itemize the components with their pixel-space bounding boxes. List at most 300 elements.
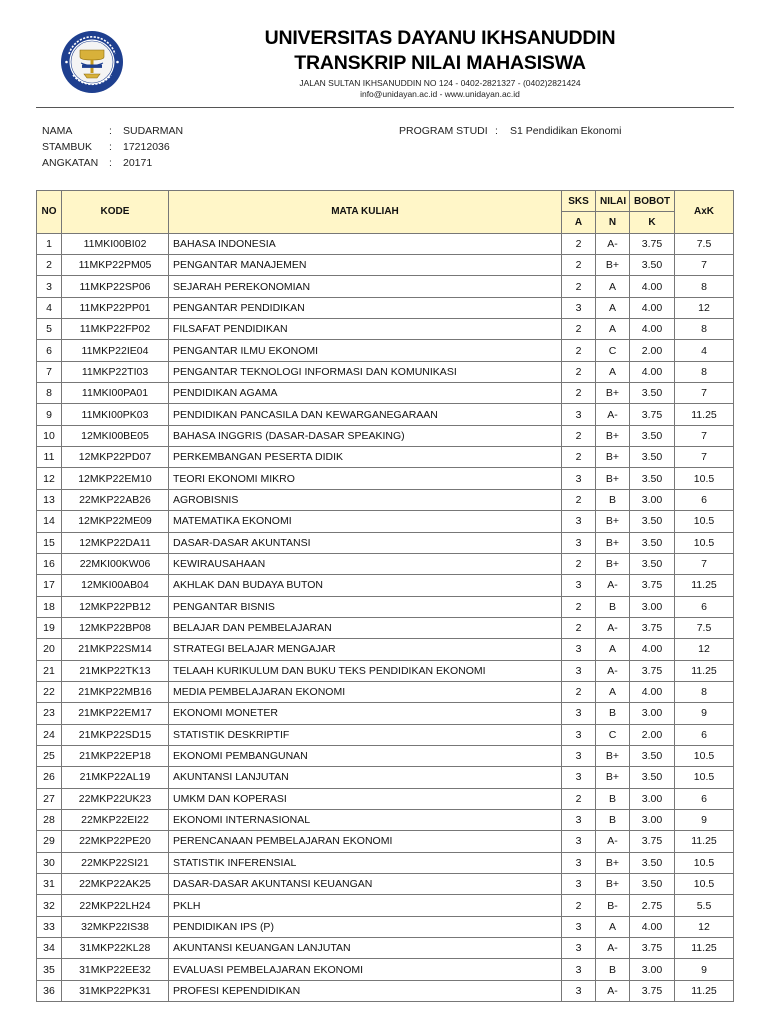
- table-row: [37, 852, 734, 873]
- cell-mata-kuliah: PENGANTAR TEKNOLOGI INFORMASI DAN KOMUNIKASI: [169, 361, 562, 382]
- cell-nilai: B+: [596, 383, 630, 404]
- stambuk-label: STAMBUK: [42, 141, 92, 153]
- cell-sks: 2: [562, 617, 596, 638]
- cell-sks: 2: [562, 383, 596, 404]
- cell-nilai: A-: [596, 404, 630, 425]
- cell-mata-kuliah: PENGANTAR BISNIS: [169, 596, 562, 617]
- cell-nilai: B+: [596, 852, 630, 873]
- cell-axk: 12: [675, 916, 734, 937]
- cell-bobot: 4.00: [630, 276, 675, 297]
- cell-axk: 10.5: [675, 852, 734, 873]
- table-row: [37, 468, 734, 489]
- cell-no: 5: [37, 319, 62, 340]
- table-row: [37, 724, 734, 745]
- cell-kode: 12MKP22BP08: [62, 617, 169, 638]
- cell-mata-kuliah: AKUNTANSI LANJUTAN: [169, 767, 562, 788]
- cell-nilai: B+: [596, 255, 630, 276]
- angkatan-label: ANGKATAN: [42, 157, 99, 169]
- cell-axk: 11.25: [675, 404, 734, 425]
- cell-sks: 2: [562, 319, 596, 340]
- cell-bobot: 3.00: [630, 596, 675, 617]
- table-row: [37, 639, 734, 660]
- table-row: [37, 319, 734, 340]
- cell-sks: 3: [562, 852, 596, 873]
- cell-axk: 10.5: [675, 767, 734, 788]
- cell-nilai: A: [596, 916, 630, 937]
- cell-bobot: 3.75: [630, 233, 675, 254]
- cell-no: 30: [37, 852, 62, 873]
- cell-nilai: A: [596, 681, 630, 702]
- cell-no: 3: [37, 276, 62, 297]
- cell-nilai: B: [596, 703, 630, 724]
- header-sks: SKS: [562, 191, 596, 212]
- cell-bobot: 3.00: [630, 703, 675, 724]
- header-axk: AxK: [675, 191, 734, 234]
- cell-nilai: B: [596, 959, 630, 980]
- cell-kode: 11MKP22SP06: [62, 276, 169, 297]
- table-row: [37, 596, 734, 617]
- cell-sks: 3: [562, 745, 596, 766]
- cell-kode: 22MKI00KW06: [62, 553, 169, 574]
- document-title: TRANSKRIP NILAI MAHASISWA: [294, 52, 586, 74]
- cell-sks: 3: [562, 874, 596, 895]
- cell-no: 25: [37, 745, 62, 766]
- table-row: [37, 916, 734, 937]
- cell-kode: 21MKP22EM17: [62, 703, 169, 724]
- cell-nilai: B+: [596, 532, 630, 553]
- table-row: [37, 895, 734, 916]
- cell-bobot: 3.50: [630, 852, 675, 873]
- cell-no: 6: [37, 340, 62, 361]
- cell-kode: 21MKP22TK13: [62, 660, 169, 681]
- cell-kode: 12MKI00BE05: [62, 425, 169, 446]
- cell-nilai: A-: [596, 575, 630, 596]
- cell-bobot: 3.00: [630, 788, 675, 809]
- cell-no: 21: [37, 660, 62, 681]
- cell-sks: 3: [562, 297, 596, 318]
- table-row: [37, 489, 734, 510]
- cell-sks: 2: [562, 276, 596, 297]
- cell-axk: 11.25: [675, 938, 734, 959]
- student-stambuk-row: [42, 141, 362, 155]
- table-row: [37, 511, 734, 532]
- cell-no: 13: [37, 489, 62, 510]
- cell-nilai: B: [596, 489, 630, 510]
- cell-bobot: 4.00: [630, 681, 675, 702]
- cell-no: 20: [37, 639, 62, 660]
- cell-mata-kuliah: EKONOMI PEMBANGUNAN: [169, 745, 562, 766]
- cell-mata-kuliah: TELAAH KURIKULUM DAN BUKU TEKS PENDIDIKAN EKONOMI: [169, 660, 562, 681]
- cell-nilai: B: [596, 788, 630, 809]
- cell-bobot: 3.75: [630, 404, 675, 425]
- cell-bobot: 2.75: [630, 895, 675, 916]
- cell-bobot: 3.50: [630, 553, 675, 574]
- cell-bobot: 3.75: [630, 831, 675, 852]
- cell-mata-kuliah: PENGANTAR ILMU EKONOMI: [169, 340, 562, 361]
- cell-nilai: A-: [596, 831, 630, 852]
- cell-axk: 11.25: [675, 831, 734, 852]
- cell-axk: 7: [675, 383, 734, 404]
- cell-nilai: B+: [596, 553, 630, 574]
- cell-no: 14: [37, 511, 62, 532]
- table-row: [37, 938, 734, 959]
- cell-axk: 6: [675, 788, 734, 809]
- cell-axk: 9: [675, 703, 734, 724]
- cell-mata-kuliah: KEWIRAUSAHAAN: [169, 553, 562, 574]
- student-name: SUDARMAN: [123, 125, 184, 137]
- cell-bobot: 3.75: [630, 980, 675, 1001]
- cell-nilai: C: [596, 340, 630, 361]
- cell-bobot: 3.50: [630, 447, 675, 468]
- cell-bobot: 3.50: [630, 511, 675, 532]
- table-row: [37, 233, 734, 254]
- cell-axk: 10.5: [675, 745, 734, 766]
- cell-nilai: B+: [596, 447, 630, 468]
- cell-kode: 12MKP22ME09: [62, 511, 169, 532]
- cell-axk: 8: [675, 276, 734, 297]
- colon: :: [109, 141, 112, 153]
- table-row: [37, 617, 734, 638]
- cell-nilai: A: [596, 639, 630, 660]
- cell-mata-kuliah: PENGANTAR PENDIDIKAN: [169, 297, 562, 318]
- table-row: [37, 383, 734, 404]
- cell-bobot: 4.00: [630, 297, 675, 318]
- cell-axk: 11.25: [675, 575, 734, 596]
- cell-axk: 7: [675, 425, 734, 446]
- cell-bobot: 3.50: [630, 255, 675, 276]
- cell-kode: 12MKP22PD07: [62, 447, 169, 468]
- cell-axk: 5.5: [675, 895, 734, 916]
- cell-kode: 11MKP22FP02: [62, 319, 169, 340]
- cell-sks: 3: [562, 831, 596, 852]
- cell-sks: 3: [562, 959, 596, 980]
- table-row: [37, 361, 734, 382]
- cell-nilai: B+: [596, 767, 630, 788]
- header-kode: KODE: [62, 191, 169, 234]
- cell-kode: 11MKP22PP01: [62, 297, 169, 318]
- cell-mata-kuliah: PERENCANAAN PEMBELAJARAN EKONOMI: [169, 831, 562, 852]
- cell-axk: 8: [675, 319, 734, 340]
- cell-sks: 3: [562, 511, 596, 532]
- cell-kode: 31MKP22PK31: [62, 980, 169, 1001]
- cell-mata-kuliah: EKONOMI MONETER: [169, 703, 562, 724]
- cell-sks: 2: [562, 681, 596, 702]
- cell-no: 18: [37, 596, 62, 617]
- cell-kode: 12MKP22DA11: [62, 532, 169, 553]
- cell-no: 22: [37, 681, 62, 702]
- table-row: [37, 276, 734, 297]
- table-row: [37, 255, 734, 276]
- cell-no: 32: [37, 895, 62, 916]
- table-row: [37, 809, 734, 830]
- cell-no: 23: [37, 703, 62, 724]
- cell-nilai: B: [596, 596, 630, 617]
- table-row: [37, 767, 734, 788]
- table-row: [37, 874, 734, 895]
- name-label: NAMA: [42, 125, 73, 137]
- cell-nilai: B+: [596, 511, 630, 532]
- cell-no: 10: [37, 425, 62, 446]
- cell-bobot: 3.00: [630, 489, 675, 510]
- cell-sks: 3: [562, 468, 596, 489]
- cell-sks: 3: [562, 404, 596, 425]
- cell-kode: 22MKP22SI21: [62, 852, 169, 873]
- cell-no: 1: [37, 233, 62, 254]
- cell-bobot: 3.50: [630, 767, 675, 788]
- cell-sks: 3: [562, 980, 596, 1001]
- cell-sks: 3: [562, 916, 596, 937]
- cell-sks: 2: [562, 489, 596, 510]
- cell-kode: 21MKP22EP18: [62, 745, 169, 766]
- cell-sks: 2: [562, 895, 596, 916]
- table-row: [37, 745, 734, 766]
- cell-mata-kuliah: BELAJAR DAN PEMBELAJARAN: [169, 617, 562, 638]
- student-prodi-row: [399, 125, 729, 139]
- cell-bobot: 3.75: [630, 938, 675, 959]
- cell-sks: 3: [562, 938, 596, 959]
- cell-bobot: 2.00: [630, 340, 675, 361]
- cell-axk: 7: [675, 447, 734, 468]
- table-row: [37, 575, 734, 596]
- cell-sks: 2: [562, 361, 596, 382]
- document-header: [0, 0, 768, 108]
- cell-bobot: 3.50: [630, 745, 675, 766]
- cell-bobot: 3.50: [630, 874, 675, 895]
- cell-mata-kuliah: AGROBISNIS: [169, 489, 562, 510]
- cell-axk: 10.5: [675, 468, 734, 489]
- header-nilai: NILAI: [596, 191, 630, 212]
- header-bobot: BOBOT: [630, 191, 675, 212]
- student-name-row: [42, 125, 362, 139]
- cell-mata-kuliah: BAHASA INDONESIA: [169, 233, 562, 254]
- cell-no: 15: [37, 532, 62, 553]
- cell-mata-kuliah: TEORI EKONOMI MIKRO: [169, 468, 562, 489]
- cell-nilai: B: [596, 809, 630, 830]
- cell-nilai: A-: [596, 233, 630, 254]
- cell-axk: 8: [675, 361, 734, 382]
- cell-nilai: A: [596, 297, 630, 318]
- cell-kode: 31MKP22EE32: [62, 959, 169, 980]
- cell-axk: 11.25: [675, 660, 734, 681]
- cell-bobot: 3.50: [630, 425, 675, 446]
- student-angkatan-row: [42, 157, 362, 171]
- cell-nilai: A-: [596, 938, 630, 959]
- cell-no: 12: [37, 468, 62, 489]
- cell-mata-kuliah: EKONOMI INTERNASIONAL: [169, 809, 562, 830]
- cell-nilai: B+: [596, 745, 630, 766]
- cell-mata-kuliah: PENGANTAR MANAJEMEN: [169, 255, 562, 276]
- table-body: [37, 233, 734, 1001]
- cell-kode: 12MKP22EM10: [62, 468, 169, 489]
- cell-sks: 3: [562, 703, 596, 724]
- student-prodi: S1 Pendidikan Ekonomi: [510, 125, 622, 137]
- cell-no: 29: [37, 831, 62, 852]
- cell-no: 27: [37, 788, 62, 809]
- cell-no: 19: [37, 617, 62, 638]
- cell-nilai: B+: [596, 874, 630, 895]
- cell-axk: 12: [675, 639, 734, 660]
- cell-no: 24: [37, 724, 62, 745]
- header-nilai-sub: N: [596, 212, 630, 233]
- table-row: [37, 681, 734, 702]
- cell-sks: 3: [562, 767, 596, 788]
- cell-mata-kuliah: MEDIA PEMBELAJARAN EKONOMI: [169, 681, 562, 702]
- cell-sks: 2: [562, 553, 596, 574]
- cell-mata-kuliah: STRATEGI BELAJAR MENGAJAR: [169, 639, 562, 660]
- cell-axk: 6: [675, 724, 734, 745]
- cell-nilai: B+: [596, 425, 630, 446]
- table-row: [37, 297, 734, 318]
- cell-sks: 3: [562, 575, 596, 596]
- prodi-label: PROGRAM STUDI: [399, 125, 488, 137]
- cell-sks: 3: [562, 532, 596, 553]
- cell-bobot: 3.00: [630, 809, 675, 830]
- header-mata-kuliah: MATA KULIAH: [169, 191, 562, 234]
- cell-sks: 3: [562, 660, 596, 681]
- cell-no: 31: [37, 874, 62, 895]
- cell-sks: 2: [562, 255, 596, 276]
- cell-kode: 21MKP22SM14: [62, 639, 169, 660]
- cell-kode: 22MKP22AB26: [62, 489, 169, 510]
- cell-axk: 7: [675, 255, 734, 276]
- cell-mata-kuliah: FILSAFAT PENDIDIKAN: [169, 319, 562, 340]
- cell-no: 7: [37, 361, 62, 382]
- cell-kode: 21MKP22MB16: [62, 681, 169, 702]
- cell-bobot: 3.50: [630, 468, 675, 489]
- cell-mata-kuliah: PKLH: [169, 895, 562, 916]
- cell-nilai: A: [596, 276, 630, 297]
- cell-nilai: C: [596, 724, 630, 745]
- cell-kode: 11MKI00PA01: [62, 383, 169, 404]
- cell-no: 9: [37, 404, 62, 425]
- cell-kode: 21MKP22SD15: [62, 724, 169, 745]
- cell-kode: 11MKP22TI03: [62, 361, 169, 382]
- cell-sks: 2: [562, 596, 596, 617]
- cell-kode: 22MKP22UK23: [62, 788, 169, 809]
- header-divider: [36, 107, 734, 108]
- cell-axk: 10.5: [675, 874, 734, 895]
- cell-mata-kuliah: AKUNTANSI KEUANGAN LANJUTAN: [169, 938, 562, 959]
- cell-kode: 11MKI00BI02: [62, 233, 169, 254]
- table-row: [37, 788, 734, 809]
- university-name: UNIVERSITAS DAYANU IKHSANUDDIN: [264, 27, 616, 49]
- cell-nilai: A-: [596, 617, 630, 638]
- header-bobot-sub: K: [630, 212, 675, 233]
- cell-nilai: A-: [596, 660, 630, 681]
- cell-bobot: 4.00: [630, 361, 675, 382]
- cell-axk: 6: [675, 596, 734, 617]
- cell-axk: 8: [675, 681, 734, 702]
- cell-mata-kuliah: UMKM DAN KOPERASI: [169, 788, 562, 809]
- cell-axk: 9: [675, 959, 734, 980]
- cell-mata-kuliah: MATEMATIKA EKONOMI: [169, 511, 562, 532]
- cell-no: 11: [37, 447, 62, 468]
- table-row: [37, 447, 734, 468]
- cell-mata-kuliah: PERKEMBANGAN PESERTA DIDIK: [169, 447, 562, 468]
- cell-nilai: B+: [596, 468, 630, 489]
- cell-no: 4: [37, 297, 62, 318]
- table-row: [37, 340, 734, 361]
- table-row: [37, 959, 734, 980]
- university-address: JALAN SULTAN IKHSANUDDIN NO 124 - 0402-2821327 - (0402)2821424: [299, 78, 581, 88]
- table-row: [37, 532, 734, 553]
- cell-no: 2: [37, 255, 62, 276]
- cell-no: 17: [37, 575, 62, 596]
- cell-no: 34: [37, 938, 62, 959]
- cell-kode: 22MKP22EI22: [62, 809, 169, 830]
- cell-sks: 3: [562, 809, 596, 830]
- cell-kode: 32MKP22IS38: [62, 916, 169, 937]
- cell-bobot: 3.50: [630, 532, 675, 553]
- cell-kode: 22MKP22LH24: [62, 895, 169, 916]
- cell-bobot: 2.00: [630, 724, 675, 745]
- table-row: [37, 660, 734, 681]
- cell-axk: 6: [675, 489, 734, 510]
- cell-no: 26: [37, 767, 62, 788]
- cell-bobot: 4.00: [630, 916, 675, 937]
- table-header: [37, 191, 734, 234]
- cell-kode: 11MKI00PK03: [62, 404, 169, 425]
- cell-sks: 2: [562, 447, 596, 468]
- cell-nilai: B-: [596, 895, 630, 916]
- cell-mata-kuliah: PENDIDIKAN AGAMA: [169, 383, 562, 404]
- cell-mata-kuliah: BAHASA INGGRIS (DASAR-DASAR SPEAKING): [169, 425, 562, 446]
- cell-axk: 4: [675, 340, 734, 361]
- grades-table: [36, 190, 734, 1002]
- cell-axk: 12: [675, 297, 734, 318]
- cell-axk: 7.5: [675, 617, 734, 638]
- cell-bobot: 4.00: [630, 639, 675, 660]
- cell-no: 35: [37, 959, 62, 980]
- cell-kode: 21MKP22AL19: [62, 767, 169, 788]
- colon: :: [495, 125, 498, 137]
- cell-no: 16: [37, 553, 62, 574]
- cell-mata-kuliah: DASAR-DASAR AKUNTANSI KEUANGAN: [169, 874, 562, 895]
- cell-sks: 2: [562, 788, 596, 809]
- cell-sks: 2: [562, 340, 596, 361]
- cell-sks: 3: [562, 639, 596, 660]
- cell-axk: 10.5: [675, 511, 734, 532]
- cell-nilai: A: [596, 319, 630, 340]
- cell-no: 33: [37, 916, 62, 937]
- cell-mata-kuliah: PENDIDIKAN PANCASILA DAN KEWARGANEGARAAN: [169, 404, 562, 425]
- cell-no: 36: [37, 980, 62, 1001]
- cell-mata-kuliah: STATISTIK DESKRIPTIF: [169, 724, 562, 745]
- table-row: [37, 980, 734, 1001]
- table-row: [37, 425, 734, 446]
- cell-bobot: 3.00: [630, 959, 675, 980]
- cell-bobot: 4.00: [630, 319, 675, 340]
- cell-mata-kuliah: EVALUASI PEMBELAJARAN EKONOMI: [169, 959, 562, 980]
- cell-bobot: 3.75: [630, 660, 675, 681]
- cell-kode: 12MKP22PB12: [62, 596, 169, 617]
- cell-sks: 2: [562, 233, 596, 254]
- cell-nilai: A: [596, 361, 630, 382]
- cell-kode: 31MKP22KL28: [62, 938, 169, 959]
- cell-kode: 12MKI00AB04: [62, 575, 169, 596]
- table-row: [37, 404, 734, 425]
- cell-mata-kuliah: PENDIDIKAN IPS (P): [169, 916, 562, 937]
- cell-bobot: 3.75: [630, 575, 675, 596]
- cell-mata-kuliah: STATISTIK INFERENSIAL: [169, 852, 562, 873]
- cell-kode: 22MKP22PE20: [62, 831, 169, 852]
- cell-axk: 7.5: [675, 233, 734, 254]
- cell-kode: 11MKP22IE04: [62, 340, 169, 361]
- table-row: [37, 703, 734, 724]
- colon: :: [109, 125, 112, 137]
- colon: :: [109, 157, 112, 169]
- cell-bobot: 3.75: [630, 617, 675, 638]
